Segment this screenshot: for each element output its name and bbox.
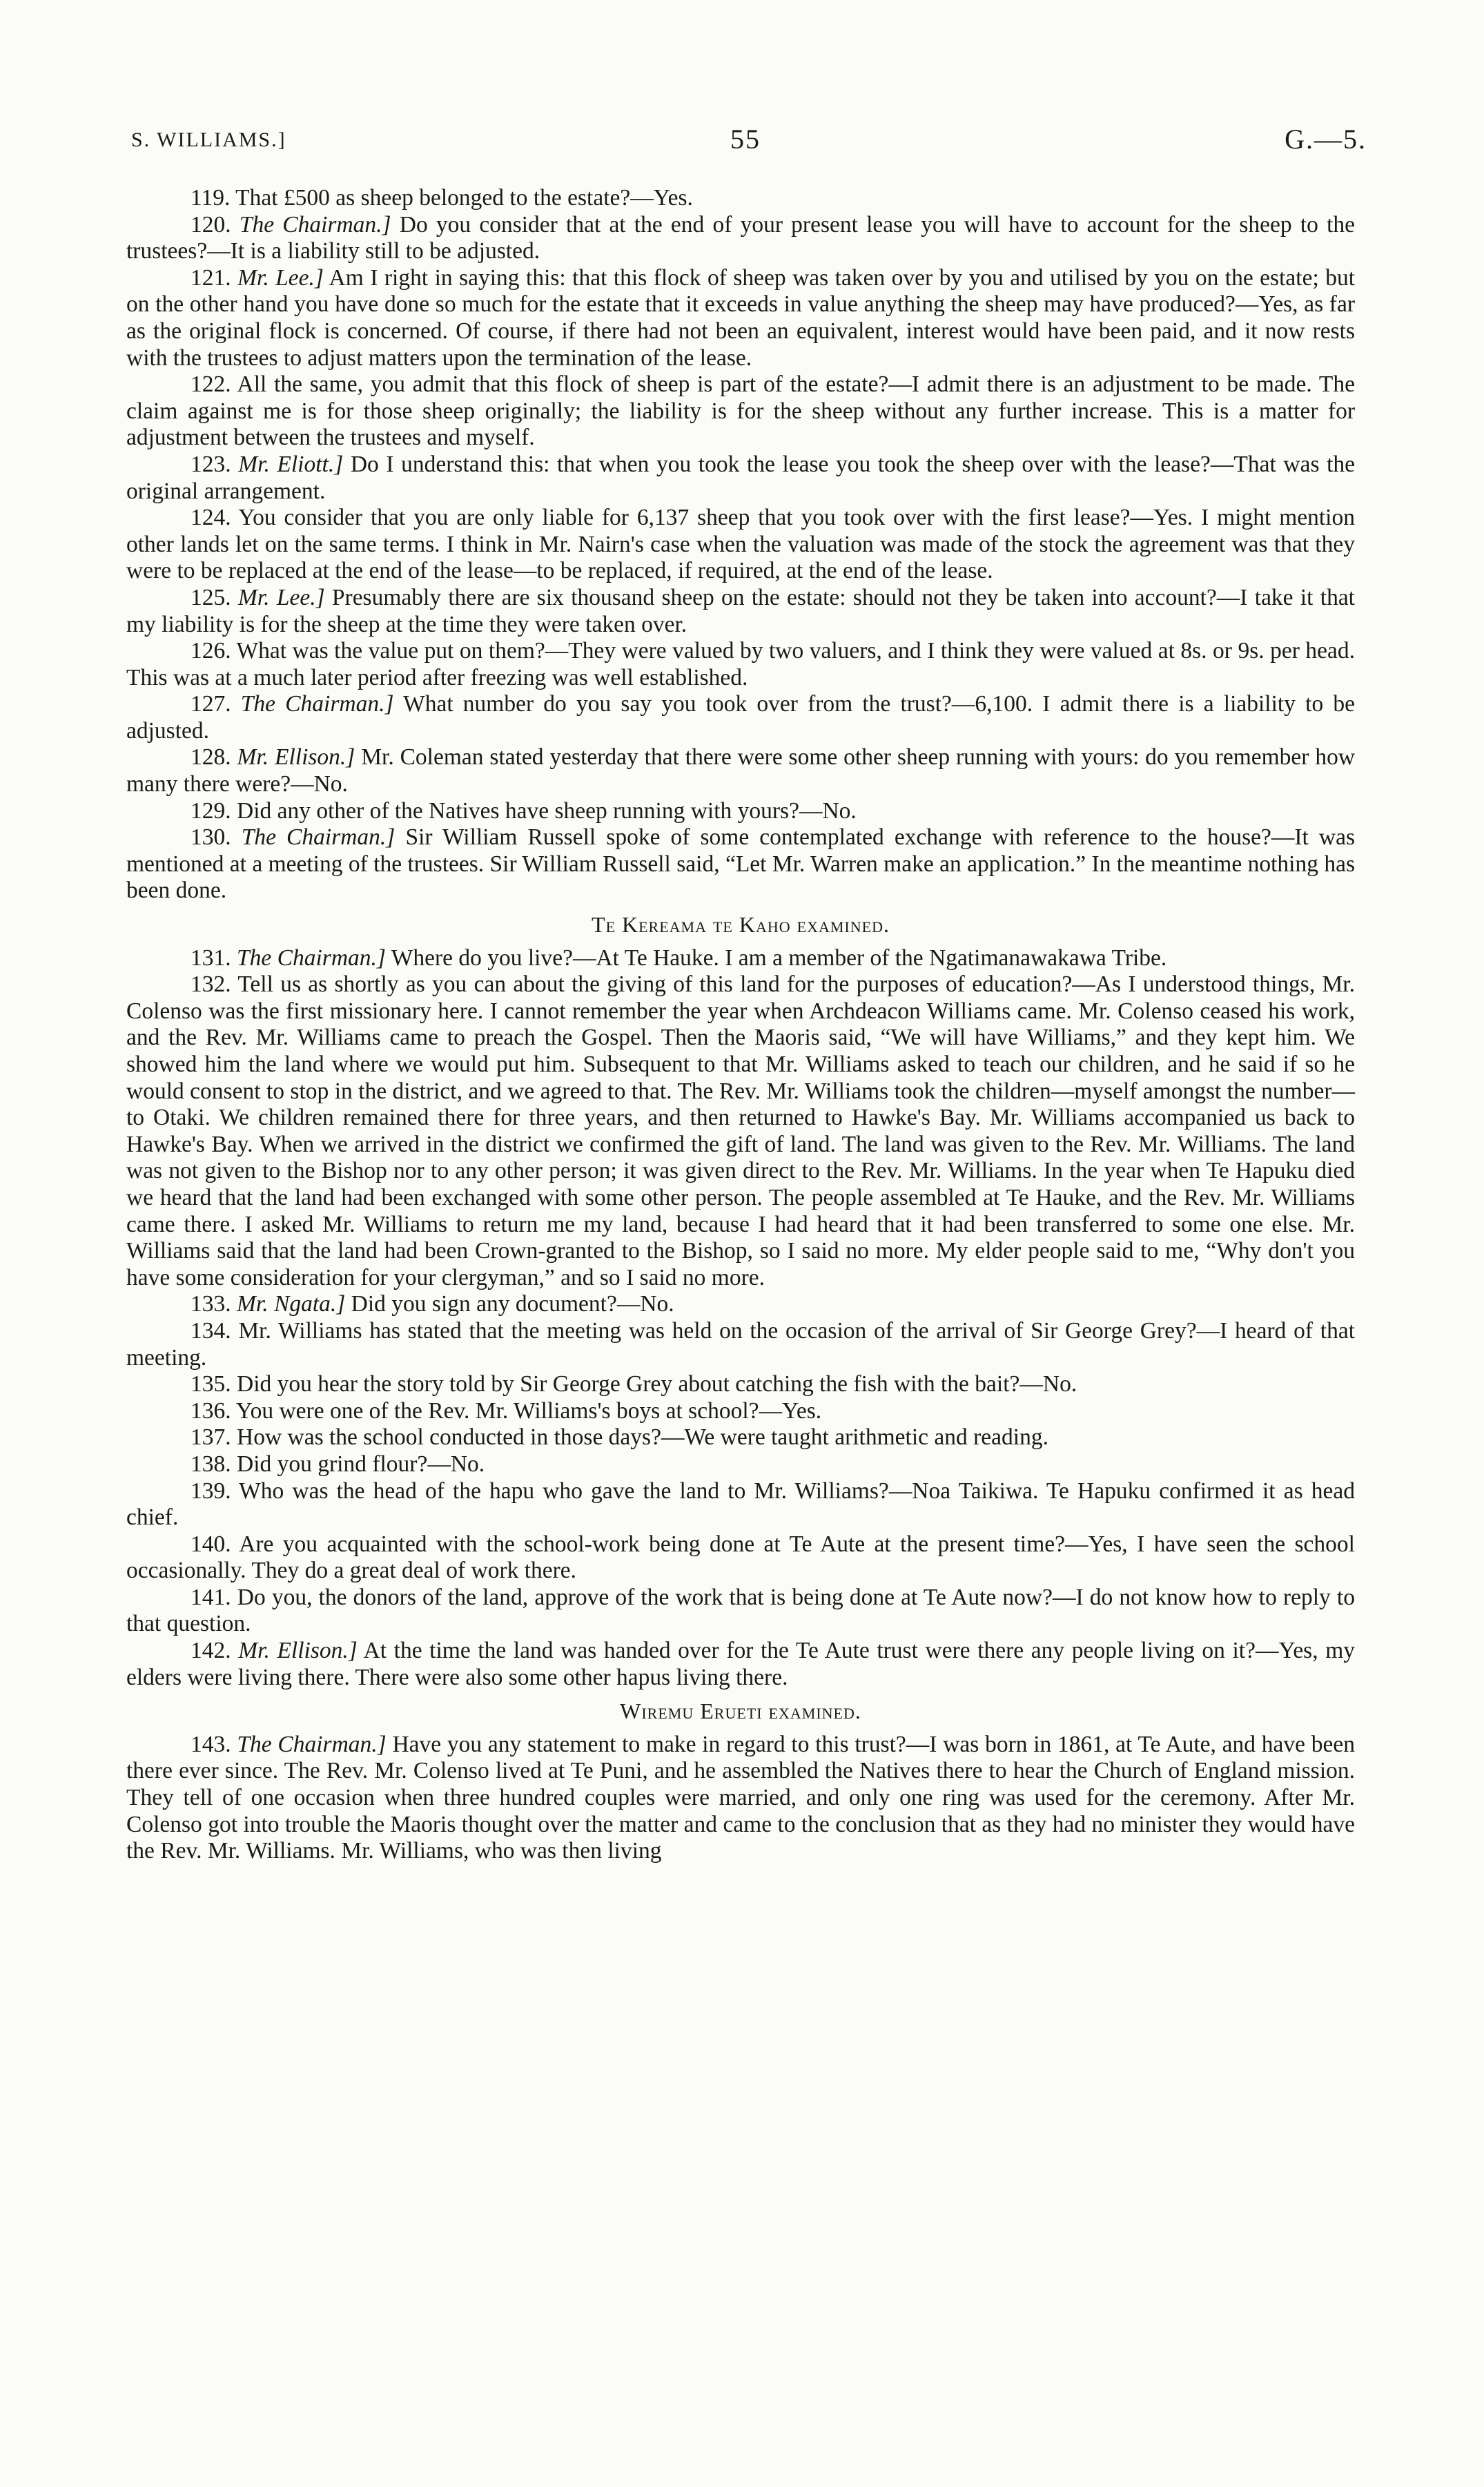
paragraph-text: That £500 as sheep belonged to the estate?—Yes.: [235, 185, 693, 211]
question-number: 119.: [191, 185, 231, 211]
question-paragraph: [126, 265, 1355, 371]
question-number: 129.: [191, 797, 231, 824]
speaker-label: The Chairman.]: [240, 691, 394, 717]
question-number: 137.: [191, 1424, 231, 1451]
question-paragraph: [126, 945, 1355, 972]
question-paragraph: [126, 185, 1355, 212]
question-paragraph: [126, 691, 1355, 744]
question-paragraph: [126, 1424, 1355, 1451]
paragraph-text: What was the value put on them?—They were valued by two valuers, and I think they were valued at 8s. or 9s. per head. This was at a much later period after freezing was well established.: [126, 638, 1355, 690]
question-paragraph: [126, 1451, 1355, 1478]
question-number: 132.: [191, 971, 231, 998]
question-paragraph: [126, 1291, 1355, 1318]
paragraph-text: Are you acquainted with the school-work being done at Te Aute at the present time?—Yes, I have seen the school occasionally. They do a great deal of work there.: [126, 1531, 1355, 1584]
paragraph-text: Did any other of the Natives have sheep running with yours?—No.: [237, 797, 857, 824]
question-paragraph: [126, 1371, 1355, 1398]
question-number: 134.: [191, 1317, 231, 1344]
paragraph-text: Have you any statement to make in regard to this trust?—I was born in 1861, at Te Aute, and have been there ever since. The Rev. Mr. Colenso lived at Te Puni, and he assembled the Natives there to hear the Church of England mission. They tell of one occasion when three hundred couples were married, and only one ring was used for the ceremony. After Mr. Colenso got into trouble the Maoris thought over the matter and came to the conclusion that as they had no minister they would have the Rev. Mr. Williams. Mr. Williams, who was then living: [126, 1731, 1356, 1864]
paragraph-text: At the time the land was handed over for the Te Aute trust were there any people living on it?—Yes, my elders were living there. There were also some other hapus living there.: [126, 1638, 1356, 1690]
speaker-label: The Chairman.]: [241, 824, 396, 851]
question-paragraph: [126, 1638, 1355, 1691]
question-paragraph: [126, 1585, 1355, 1638]
paragraph-text: Sir William Russell spoke of some contemplated exchange with reference to the house?—It was mentioned at a meeting of the trustees. Sir William Russell said, “Let Mr. Warren make an application.” In the meantime nothing has been done.: [126, 824, 1356, 904]
speaker-label: The Chairman.]: [237, 945, 386, 971]
question-number: 141.: [191, 1584, 231, 1610]
question-paragraph: [126, 212, 1355, 265]
paragraph-text: You consider that you are only liable for 6,137 sheep that you took over with the first lease?—Yes. I might mention other lands let on the same terms. I think in Mr. Nairn's case when the valuation was made of the stock the agreement was that they were to be replaced at the end of the lease—to be replaced, if required, at the end of the lease.: [126, 505, 1355, 584]
question-paragraph: [126, 1318, 1355, 1371]
question-paragraph: [126, 371, 1355, 452]
paragraph-text: Am I right in saying this: that this flock of sheep was taken over by you and utilised by you on the estate; but on the other hand you have done so much for the estate that it exceeds in value anything the sheep may have produced?—Yes, as far as the original flock is concerned. Of course, if there had not been an equivalent, interest would have been paid, and it now rests with the trustees to adjust matters upon the termination of the lease.: [126, 264, 1356, 371]
page-number: 55: [730, 124, 761, 155]
question-number: 131.: [191, 945, 231, 971]
speaker-label: Mr. Ellison.]: [238, 1638, 358, 1664]
question-paragraph: [126, 638, 1355, 691]
paragraph-text: All the same, you admit that this flock of sheep is part of the estate?—I admit there is an adjustment to be made. The claim against me is for those sheep originally; the liability is for the sheep without any further increase. This is a matter for adjustment between the trustees and myself.: [126, 371, 1356, 451]
question-paragraph: [126, 971, 1355, 1291]
question-number: 121.: [191, 264, 231, 291]
question-number: 128.: [191, 744, 231, 771]
question-paragraph: [126, 452, 1355, 505]
question-number: 136.: [191, 1397, 231, 1424]
paragraph-text: Did you hear the story told by Sir George Grey about catching the fish with the bait?—No.: [237, 1371, 1077, 1397]
document-reference: G.—5.: [1285, 124, 1367, 155]
question-number: 142.: [191, 1638, 231, 1664]
question-number: 123.: [191, 451, 231, 477]
question-paragraph: [126, 585, 1355, 638]
question-number: 127.: [191, 691, 231, 717]
paragraph-text: Mr. Williams has stated that the meeting was held on the occasion of the arrival of Sir George Grey?—I heard of that meeting.: [126, 1317, 1356, 1371]
paragraph-text: Presumably there are six thousand sheep on the estate: should not they be taken into account?—I take it that my liability is for the sheep at the time they were taken over.: [126, 584, 1355, 637]
question-paragraph: [126, 1398, 1355, 1425]
speaker-label: Mr. Ngata.]: [237, 1291, 346, 1317]
question-paragraph: [126, 505, 1355, 585]
paragraph-text: Did you sign any document?—No.: [351, 1291, 674, 1317]
question-paragraph: [126, 1531, 1355, 1585]
question-number: 126.: [191, 638, 231, 664]
question-number: 120.: [191, 211, 231, 238]
question-number: 143.: [191, 1731, 231, 1757]
question-number: 130.: [191, 824, 231, 851]
paragraph-text: Do you, the donors of the land, approve of the work that is being done at Te Aute now?—I do not know how to reply to that question.: [126, 1584, 1355, 1637]
speaker-label: Mr. Lee.]: [237, 264, 324, 291]
speaker-label: The Chairman.]: [237, 1731, 387, 1757]
paragraph-text: How was the school conducted in those days?—We were taught arithmetic and reading.: [237, 1424, 1048, 1451]
speaker-label: The Chairman.]: [239, 211, 391, 238]
paragraph-text: What number do you say you took over from the trust?—6,100. I admit there is a liability to be adjusted.: [126, 691, 1355, 744]
speaker-label: Mr. Eliott.]: [238, 451, 344, 477]
question-paragraph: [126, 1478, 1355, 1531]
question-number: 135.: [191, 1371, 231, 1397]
question-number: 133.: [191, 1291, 231, 1317]
question-paragraph: [126, 824, 1355, 904]
question-number: 140.: [191, 1531, 231, 1557]
header-witness-name: S. WILLIAMS.]: [131, 128, 286, 151]
question-number: 139.: [191, 1478, 231, 1504]
document-body: [126, 185, 1355, 1865]
paragraph-text: Do you consider that at the end of your present lease you will have to account for the sheep to the trustees?—It is a liability still to be adjusted.: [126, 211, 1356, 264]
question-paragraph: [126, 744, 1355, 797]
question-number: 122.: [191, 371, 231, 398]
page-header: [124, 123, 1367, 164]
question-paragraph: [126, 1732, 1355, 1865]
speaker-label: Mr. Ellison.]: [237, 744, 355, 771]
paragraph-text: You were one of the Rev. Mr. Williams's boys at school?—Yes.: [235, 1397, 822, 1424]
paragraph-text: Do I understand this: that when you took the lease you took the sheep over with the lease?—That was the original arrangement.: [126, 451, 1356, 504]
question-number: 124.: [191, 505, 231, 531]
paragraph-text: Who was the head of the hapu who gave the land to Mr. Williams?—Noa Taikiwa. Te Hapuku confirmed it as head chief.: [126, 1478, 1355, 1531]
section-heading: Te Kereama te Kaho examined.: [592, 912, 890, 938]
paragraph-text: Where do you live?—At Te Hauke. I am a member of the Ngatimanawakawa Tribe.: [391, 945, 1167, 971]
paragraph-text: Did you grind flour?—No.: [237, 1451, 485, 1477]
question-number: 125.: [191, 584, 231, 610]
question-paragraph: [126, 798, 1355, 825]
question-number: 138.: [191, 1451, 231, 1477]
speaker-label: Mr. Lee.]: [237, 584, 325, 610]
section-heading: Wiremu Erueti examined.: [620, 1699, 861, 1724]
paragraph-text: Tell us as shortly as you can about the giving of this land for the purposes of education?—As I understood things, Mr. Colenso was the first missionary here. I cannot remember the year when Archdeacon Williams came. Mr. Colenso ceased his work, and the Rev. Mr. Williams came to preach the Gospel. Then the Maoris said, “We will have Williams,” and they kept him. We showed him the land where we would put him. Subsequent to that Mr. Williams asked to teach our children, and he said if so he would consent to stop in the district, and we agreed to that. The Rev. Mr. Williams took the children—myself amongst the number—to Otaki. We children remained there for three years, and then returned to Hawke's Bay. Mr. Williams accompanied us back to Hawke's Bay. When we arrived in the district we confirmed the gift of land. The land was given to the Rev. Mr. Williams. The land was not given to the Bishop nor to any other person; it was given direct to the Rev. Mr. Williams. In the year when Te Hapuku died we heard that the land had been exchanged with some other person. The people assembled at Te Hauke, and the Rev. Mr. Williams came there. I asked Mr. Williams to return me my land, because I had heard that it had been transferred to some one else. Mr. Williams said that the land had been Crown-granted to the Bishop, so I said no more. My elder people said to me, “Why don't you have some consideration for your clergyman,” and so I said no more.: [126, 971, 1355, 1290]
paragraph-text: Mr. Coleman stated yesterday that there were some other sheep running with yours: do you remember how many there were?—No.: [126, 744, 1356, 797]
